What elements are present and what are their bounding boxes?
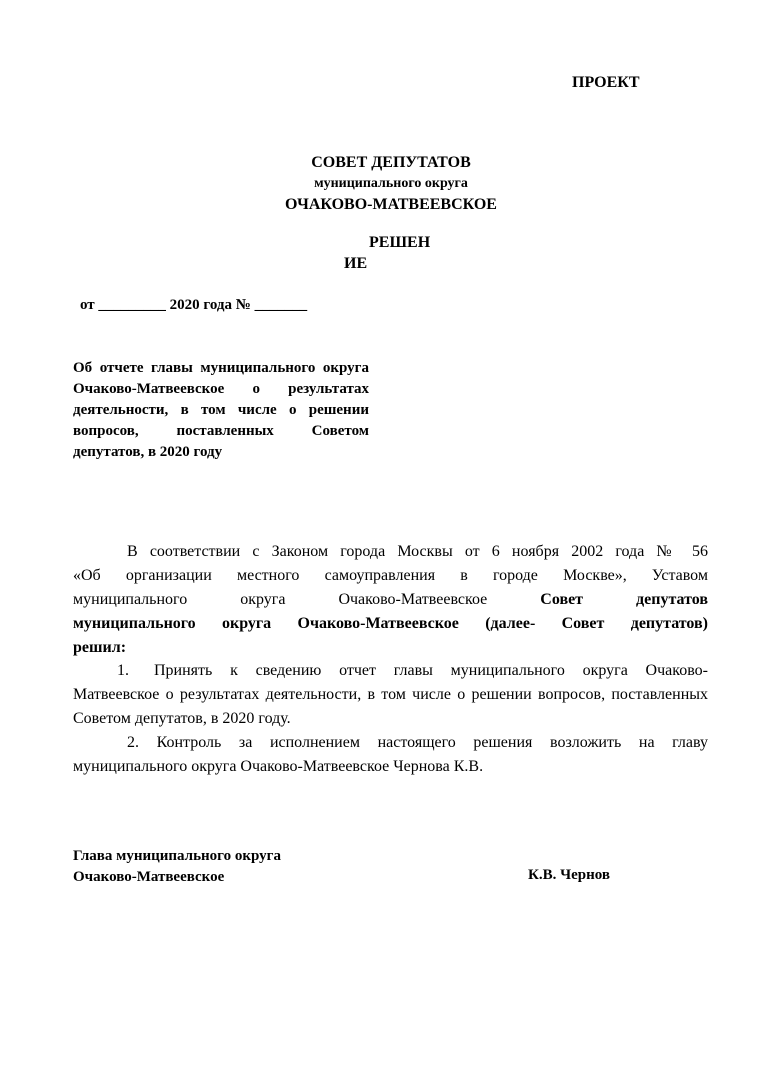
date-number-line: от _________ 2020 года № _______ xyxy=(80,297,308,313)
decision-item-2: 2. Контроль за исполнением настоящего решения возложить на главу муниципального округа Очаково-Матвеевское Чернова К.В. xyxy=(73,734,708,775)
decision-subject: Об отчете главы муниципального округа Очаково-Матвеевское о результатах деятельности, в том числе о решении вопросов, поставленных Советом депутатов, в 2020 году xyxy=(73,360,369,460)
council-subtitle: муниципального округа xyxy=(314,176,468,191)
preamble-line-3 xyxy=(73,588,708,612)
preamble-line-3-bold: Совет депутатов xyxy=(540,591,708,608)
draft-label: ПРОЕКТ xyxy=(572,74,640,91)
decision-heading-part1: РЕШЕН xyxy=(369,234,431,251)
item-1-number: 1. xyxy=(117,662,129,679)
district-name: ОЧАКОВО-МАТВЕЕВСКОЕ xyxy=(285,196,497,213)
council-header xyxy=(0,152,763,215)
preamble-line-5: решил: xyxy=(73,639,127,656)
preamble-line-1: В соответствии с Законом города Москвы от 6 ноября 2002 года № 56 xyxy=(127,543,708,560)
preamble-line-3-regular: муниципального округа Очаково-Матвеевское xyxy=(73,591,488,608)
preamble-line-2: «Об организации местного самоуправления в городе Москве», Уставом xyxy=(73,567,708,584)
item-1-first-line: Принять к сведению отчет главы муниципального округа Очаково- xyxy=(154,662,708,679)
council-title: СОВЕТ ДЕПУТАТОВ xyxy=(311,154,471,171)
signature-name: К.В. Чернов xyxy=(528,867,611,883)
signature-title xyxy=(73,846,281,888)
signature-title-line-2: Очаково-Матвеевское xyxy=(73,869,225,885)
preamble-line-4: муниципального округа Очаково-Матвеевское (далее- Совет депутатов) xyxy=(73,615,708,632)
signature-title-line-1: Глава муниципального округа xyxy=(73,848,281,864)
item-1-text: Матвеевское о результатах деятельности, в том числе о решении вопросов, поставленных Советом депутатов, в 2020 году. xyxy=(73,686,708,727)
decision-heading-part2: ИЕ xyxy=(344,255,368,272)
